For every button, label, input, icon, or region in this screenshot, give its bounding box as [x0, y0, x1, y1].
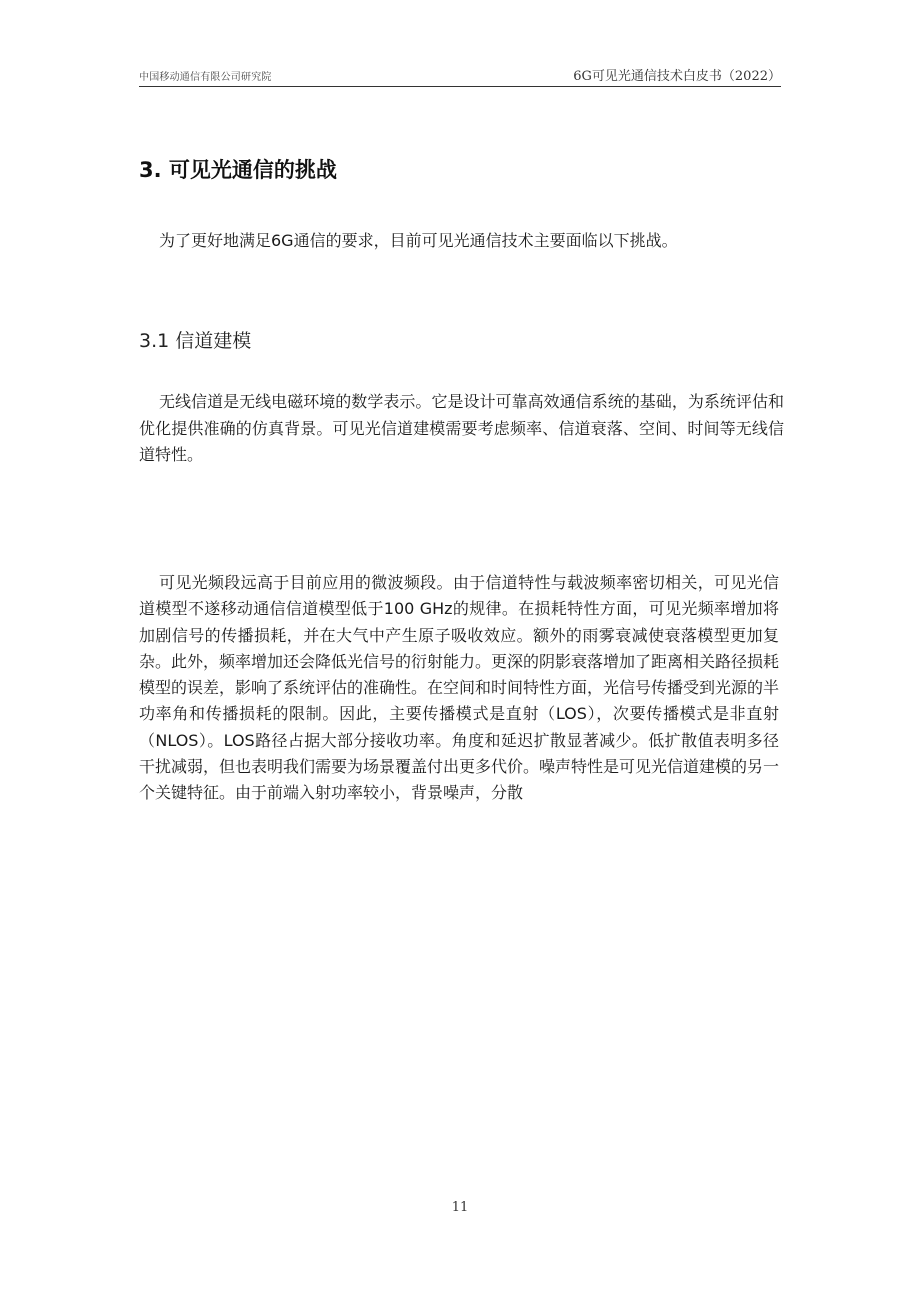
body-paragraph: 可见光频段远高于目前应用的微波频段。由于信道特性与载波频率密切相关，可见光信道模型不遂移动通信信道模型低于100 GHz的规律。在损耗特性方面，可见光频率增加将加剧信号的传播损耗，并在大气中产生原子吸收效应。额外的雨雾衰减使衰落模型更加复杂。此外，频率增加还会降低光信号的衍射能力。更深的阴影衰落增加了距离相关路径损耗模型的误差，影响了系统评估的准确性。在空间和时间特性方面，光信号传播受到光源的半功率角和传播损耗的限制。因此，主要传播模式是直射（LOS），次要传播模式是非直射（NLOS）。LOS路径占据大部分接收功率。角度和延迟扩散显著减少。低扩散值表明多径干扰减弱，但也表明我们需要为场景覆盖付出更多代价。噪声特性是可见光信道建模的另一个关键特征。由于前端入射功率较小，背景噪声，分散 [139, 573, 780, 803]
section-intro: 为了更好地满足6G通信的要求，目前可见光通信技术主要面临以下挑战。 [159, 231, 678, 250]
body-paragraph: 无线信道是无线电磁环境的数学表示。它是设计可靠高效通信系统的基础，为系统评估和优化提供准确的仿真背景。可见光信道建模需要考虑频率、信道衰落、空间、时间等无线信道特性。 [139, 392, 784, 464]
subsection-title: 3.1 信道建模 [139, 330, 252, 352]
section-title: 3. 可见光通信的挑战 [139, 158, 337, 182]
header-organization: 中国移动通信有限公司研究院 [139, 72, 272, 83]
header-document-title: 6G可见光通信技术白皮书（2022） [573, 69, 781, 84]
page-number: 11 [451, 1200, 469, 1215]
page-header [139, 66, 781, 87]
